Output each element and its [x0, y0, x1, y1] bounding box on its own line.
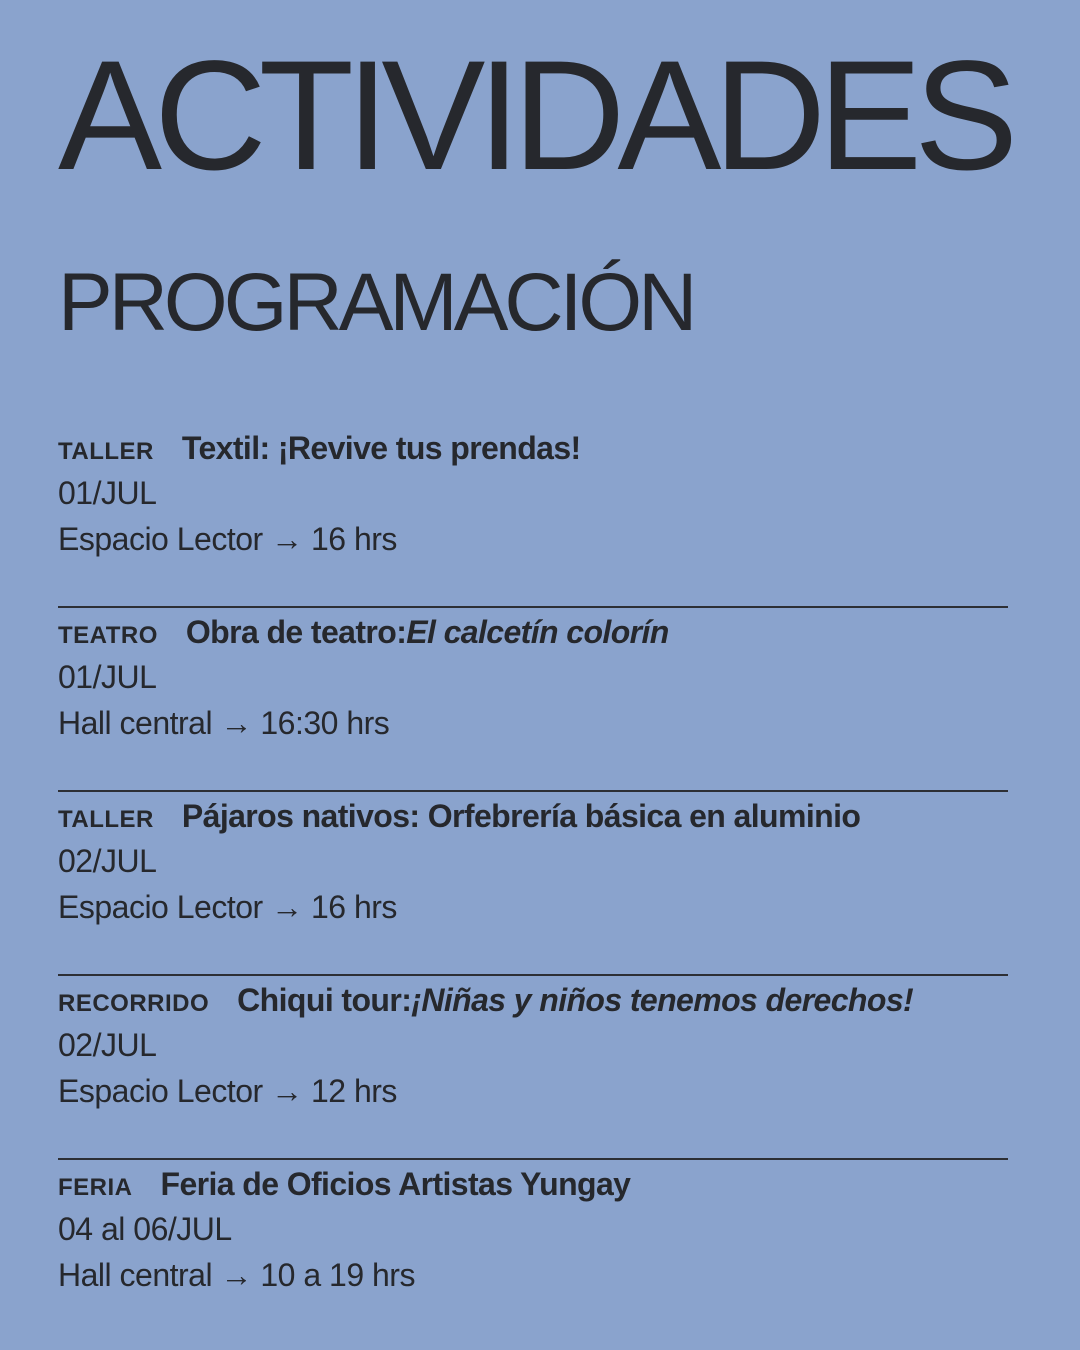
event-date: 02/JUL: [58, 1027, 157, 1063]
event-title-italic: ¡Niñas y niños tenemos derechos!: [411, 982, 914, 1018]
event-header: [58, 1162, 1008, 1206]
page-title: ACTIVIDADES: [58, 29, 1011, 203]
event-item: [58, 976, 1008, 1160]
event-title: Obra de teatro:: [185, 614, 407, 650]
event-place-time: Espacio Lector → 16 hrs: [58, 521, 397, 557]
event-category: TEATRO: [58, 622, 158, 649]
event-place-time: Espacio Lector → 16 hrs: [58, 889, 397, 925]
event-header: [58, 978, 1008, 1022]
event-date: 01/JUL: [58, 475, 157, 511]
events-list: [58, 424, 1008, 1344]
event-item: [58, 608, 1008, 792]
event-title: Chiqui tour:: [237, 982, 412, 1018]
event-place-time: Hall central → 10 a 19 hrs: [58, 1257, 415, 1293]
event-date: 01/JUL: [58, 659, 157, 695]
event-category: TALLER: [58, 806, 154, 833]
event-category: TALLER: [58, 438, 154, 465]
event-place-time: Hall central → 16:30 hrs: [58, 705, 390, 741]
event-item: [58, 1160, 1008, 1344]
event-date: 04 al 06/JUL: [58, 1211, 232, 1247]
event-title-italic: El calcetín colorín: [406, 614, 669, 650]
event-header: [58, 426, 1008, 470]
event-category: RECORRIDO: [58, 990, 210, 1017]
event-date: 02/JUL: [58, 843, 157, 879]
event-item: [58, 792, 1008, 976]
event-item: [58, 424, 1008, 608]
event-title: Textil: ¡Revive tus prendas!: [181, 430, 581, 466]
event-place-time: Espacio Lector → 12 hrs: [58, 1073, 397, 1109]
event-header: [58, 794, 1008, 838]
event-header: [58, 610, 1008, 654]
event-category: FERIA: [58, 1174, 133, 1201]
page-subtitle: PROGRAMACIÓN: [58, 257, 694, 348]
event-title: Feria de Oficios Artistas Yungay: [160, 1166, 631, 1202]
event-title: Pájaros nativos: Orfebrería básica en aluminio: [181, 798, 861, 834]
